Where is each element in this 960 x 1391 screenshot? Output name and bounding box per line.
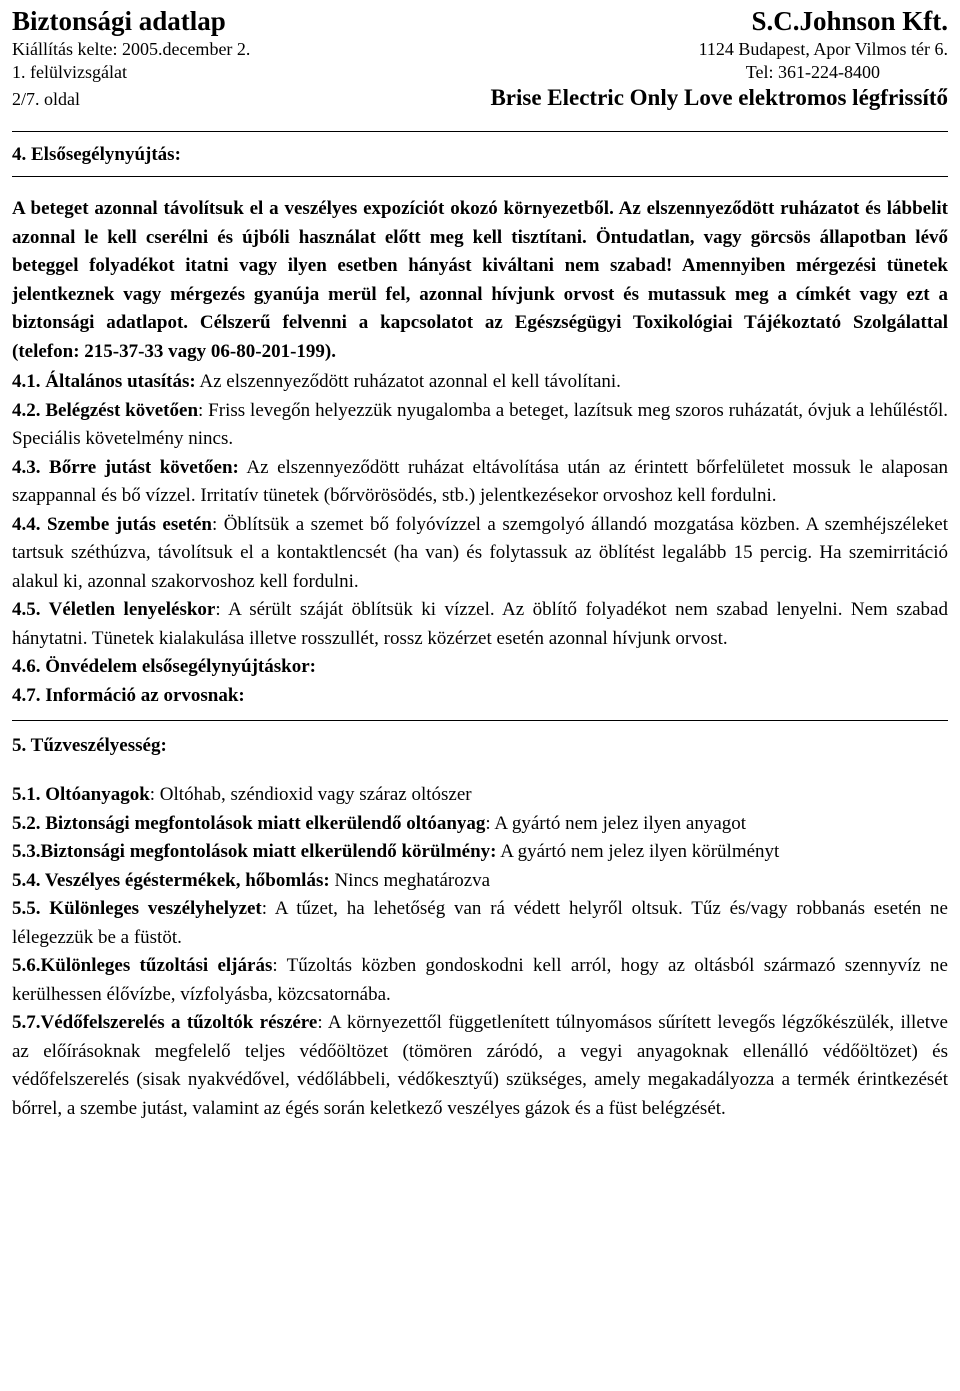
item-4-6: 4.6. Önvédelem elsősegélynyújtáskor:	[12, 656, 316, 677]
header-divider	[12, 131, 948, 132]
item-4-4: 4.4. Szembe jutás esetén: Öblítsük a szemet bő folyóvízzel a szemgolyó állandó mozgatása közben. A szemhéjszéleket tartsuk széthúzva, távolítsuk el a kontaktlencsét (ha van) és folytassuk az öblítést legalább 15 percig. Ha szemirritáció alakul ki, azonnal szakorvoshoz kell fordulni.	[12, 513, 948, 592]
item-5-4: 5.4. Veszélyes égéstermékek, hőbomlás: Nincs meghatározva	[12, 869, 491, 891]
intro-part-2: Amennyiben mérgezési tünetek jelentkeznek vagy mérgezés gyanúja merül fel, azonnal hívjunk orvost és mutassuk meg a címkét vagy ezt a biztonsági adatlapot. Célszerű felvenni a kapcsolatot az Egészségügyi Toxikológiai Tájékoztató Szolgálattal (telefon: 215-37-33 vagy 06-80-201-199).	[12, 255, 948, 362]
company-name: S.C.Johnson Kft.	[751, 6, 948, 36]
item-4-2: 4.2. Belégzést követően: Friss levegőn helyezzük nyugalomba a beteget, lazítsuk meg szoros ruházatát, óvjuk a lehűléstől. Speciális követelmény nincs.	[12, 399, 949, 449]
section-4-title: 4. Elsősegélynyújtás:	[12, 144, 181, 165]
page-number: 2/7. oldal	[12, 89, 80, 109]
section-5	[12, 720, 948, 1123]
section-4	[12, 142, 948, 710]
product-name: Brise Electric Only Love elektromos légfrissítő	[490, 85, 948, 110]
company-phone: Tel: 361-224-8400	[745, 62, 880, 82]
item-5-2: 5.2. Biztonsági megfontolások miatt elkerülendő oltóanyag: A gyártó nem jelez ilyen anyagot	[12, 812, 747, 834]
item-5-6: 5.6.Különleges tűzoltási eljárás: Tűzoltás közben gondoskodni kell arról, hogy az oltásból származó szennyvíz ne kerülhessen élővízbe, vízfolyásba, közcsatornába.	[12, 955, 948, 1005]
section-5-title: 5. Tűzveszélyesség:	[12, 735, 167, 756]
item-4-5: 4.5. Véletlen lenyeléskor: A sérült száját öblítsük ki vízzel. Az öblítő folyadékot nem szabad lenyelni. Nem szabad hánytatni. Tünetek kialakulása illetve rosszullét, rossz közérzet esetén azonnal hívjunk orvost.	[12, 599, 948, 649]
section-4-divider	[12, 176, 948, 177]
document-page	[12, 4, 948, 1123]
section-4-intro	[12, 195, 948, 366]
item-4-3: 4.3. Bőrre jutást követően: Az elszennyeződött ruházat eltávolítása után az érintett bőrfelületet mossuk le alaposan szappannal és bő vízzel. Irritatív tünetek (bőrvörösödés, stb.) jelentkezésekor orvoshoz kell fordulni.	[12, 456, 949, 506]
item-5-5: 5.5. Különleges veszélyhelyzet: A tűzet, ha lehetőség van rá védett helyről oltsuk. Tűz és/vagy robbanás esetén ne lélegezzük be a füstöt.	[12, 898, 948, 948]
section-5-divider	[12, 720, 948, 721]
item-4-1: 4.1. Általános utasítás: Az elszennyeződött ruházatot azonnal el kell távolítani.	[12, 371, 621, 392]
page-header	[12, 4, 948, 132]
issue-date: Kiállítás kelte: 2005.december 2.	[12, 39, 251, 59]
item-5-7: 5.7.Védőfelszerelés a tűzoltók részére: A környezettől függetlenített túlnyomásos sűrített levegős légzőkészülék, illetve az előírásoknak megfelelő teljes védőöltözet (tömören záródó, a vegyi anyagoknak ellenálló védőöltözet) és védőfelszerelés (sisak nyakvédővel, védőlábbeli, védőkesztyű) szükséges, amely megakadályozza a termék érintkezését bőrrel, a szembe jutást, valamint az égés során keletkező veszélyes gázok és a füst belégzését.	[12, 1012, 948, 1119]
item-4-7: 4.7. Információ az orvosnak:	[12, 684, 245, 706]
item-5-3: 5.3.Biztonsági megfontolások miatt elkerülendő körülmény: A gyártó nem jelez ilyen körülményt	[12, 841, 780, 862]
revision: 1. felülvizsgálat	[12, 62, 127, 82]
doc-title: Biztonsági adatlap	[12, 6, 226, 36]
company-address: 1124 Budapest, Apor Vilmos tér 6.	[698, 39, 948, 59]
item-5-1: 5.1. Oltóanyagok: Oltóhab, széndioxid vagy száraz oltószer	[12, 784, 472, 805]
intro-part-1: A beteget azonnal távolítsuk el a veszélyes expozíciót okozó környezetből. Az elszennyeződött ruházatot és lábbelit azonnal le kell cserélni és újbóli használat előtt meg kell tisztítani. Öntudatlan, vagy görcsös állapotban lévő beteggel folyadékot itatni vagy ilyen esetben hányást kiváltani nem szabad!	[12, 198, 948, 276]
